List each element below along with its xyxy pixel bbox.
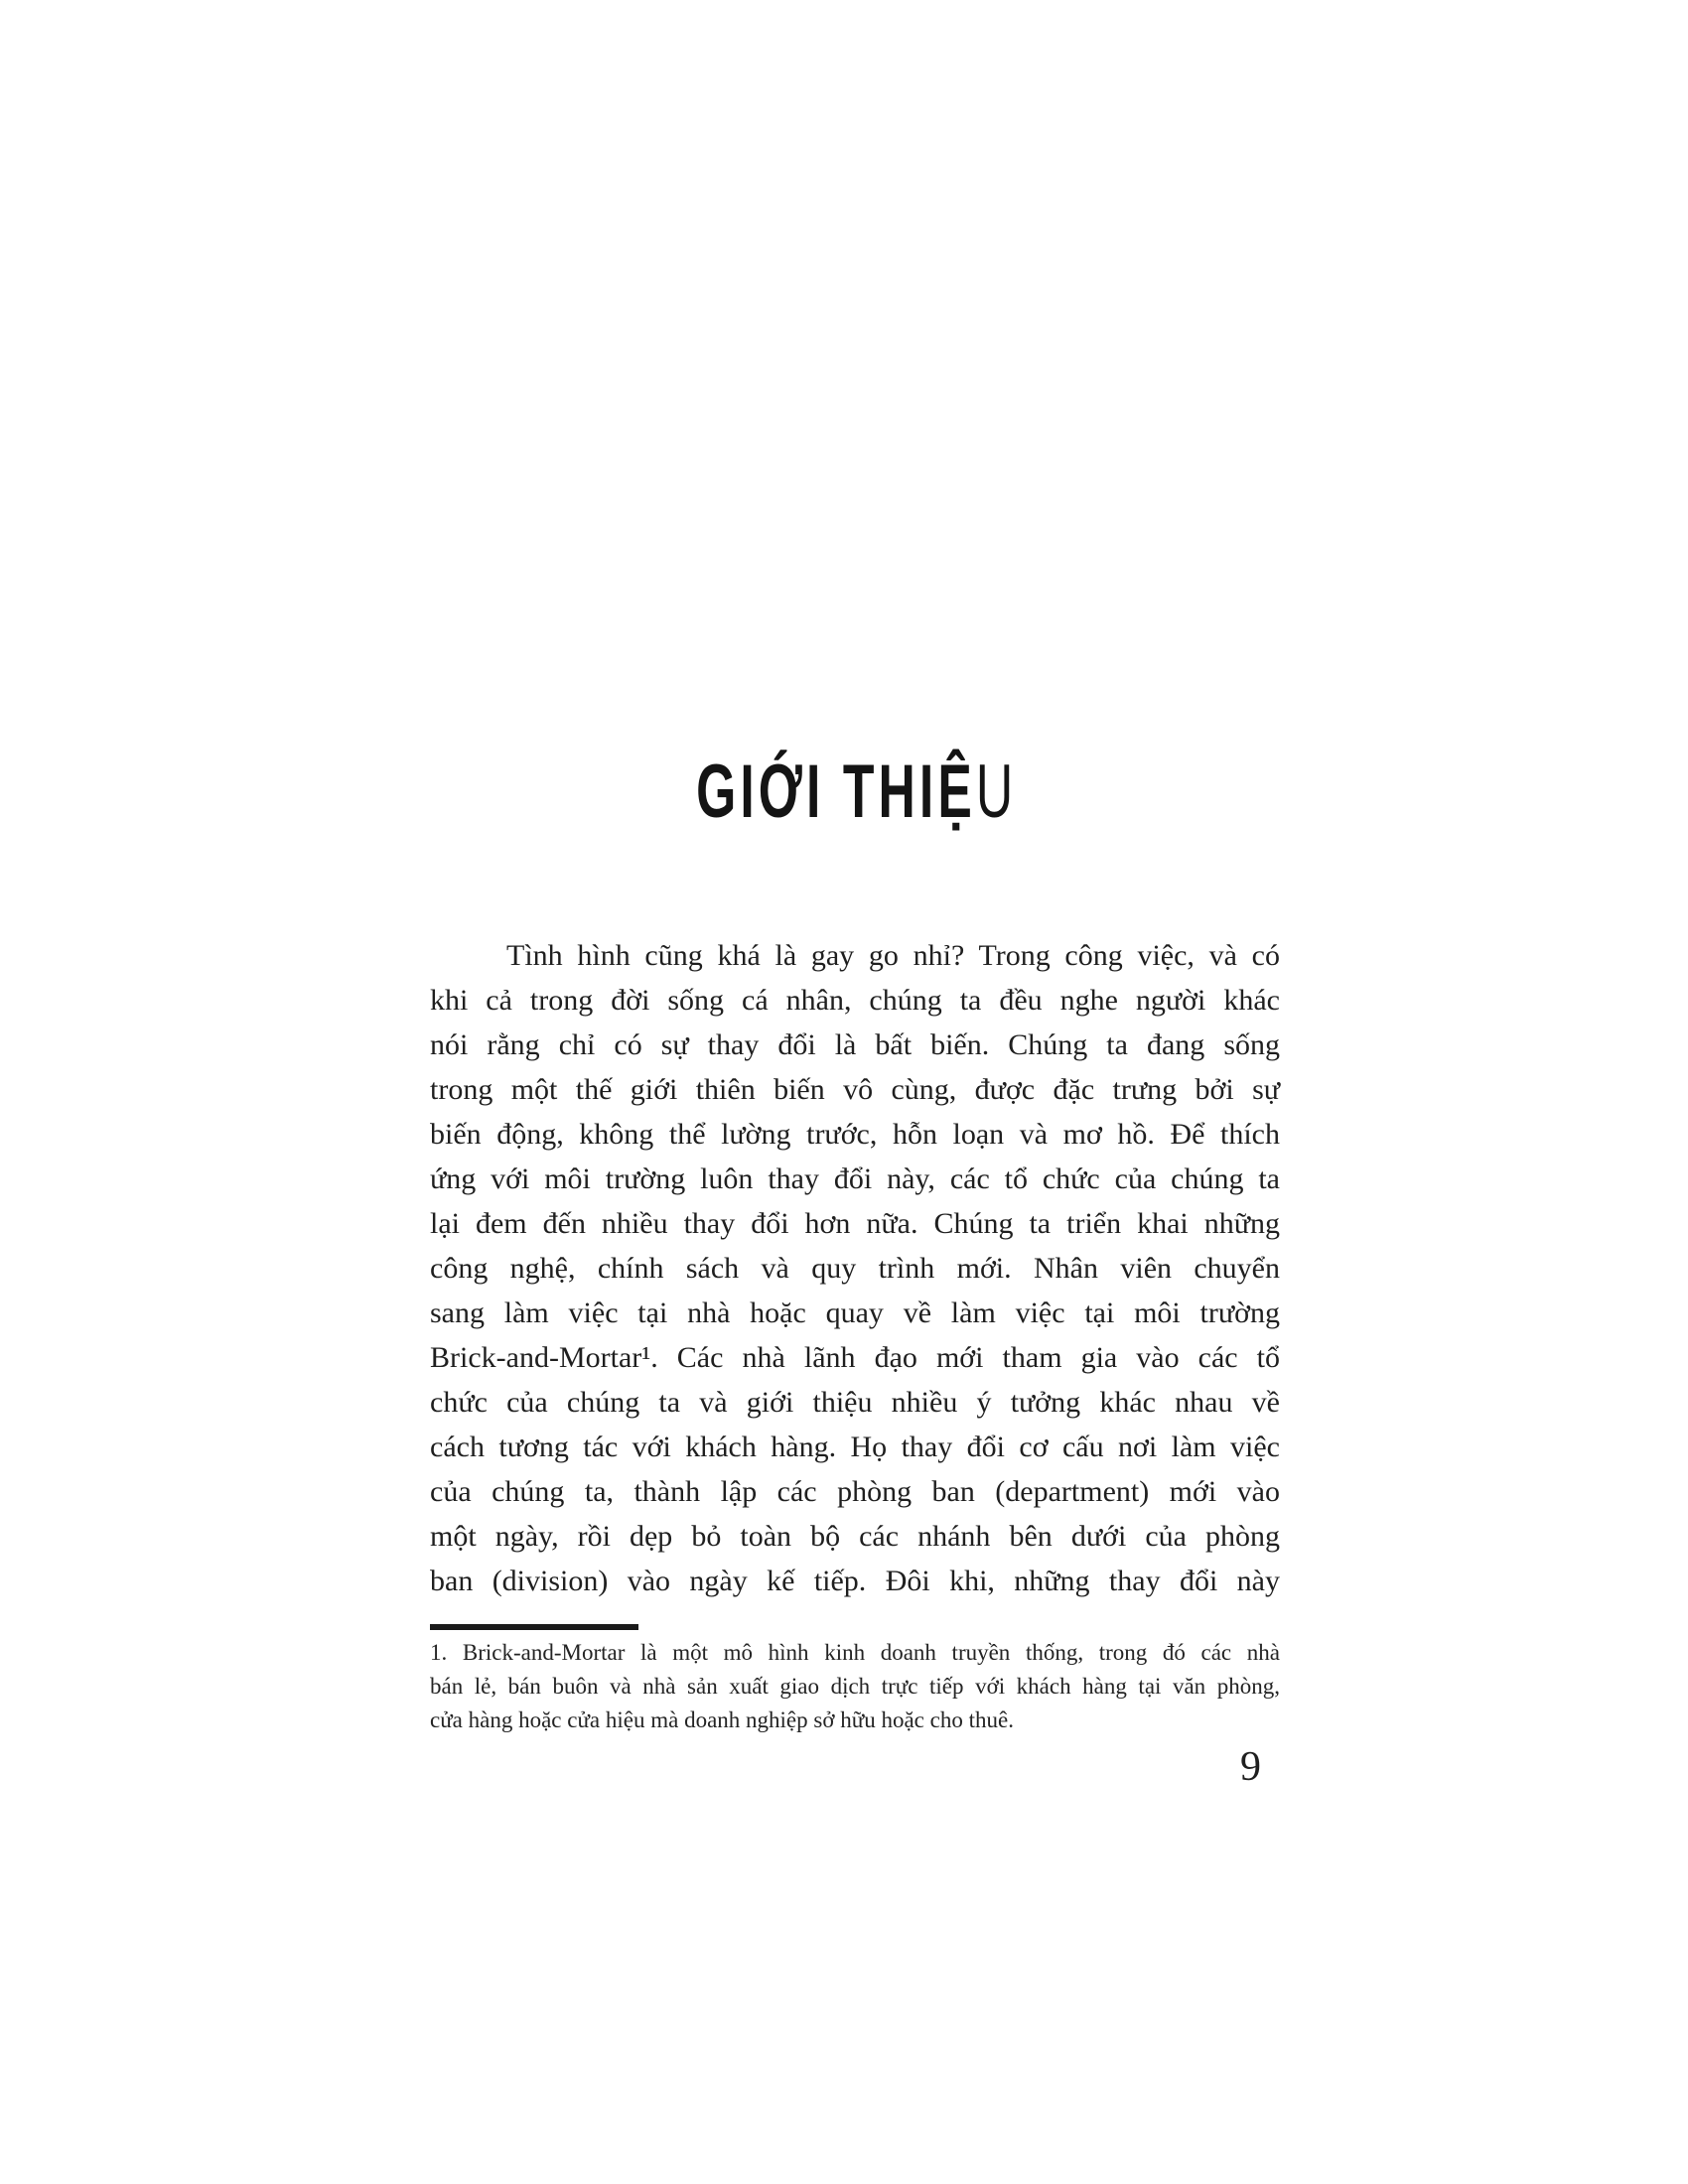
- footnote-divider: [430, 1624, 638, 1630]
- body-line: Tình hình cũng khá là gay go nhỉ? Trong công việc, và có: [506, 939, 1280, 972]
- body-line: nói rằng chỉ có sự thay đổi là bất biến. Chúng ta đang sống: [430, 1028, 1280, 1061]
- body-line: Brick-and-Mortar¹. Các nhà lãnh đạo mới tham gia vào các tổ: [430, 1341, 1280, 1374]
- chapter-title-text: GIỚI THIỆ: [696, 750, 977, 834]
- chapter-title-last-letter: U: [976, 750, 1014, 834]
- content-column: [430, 0, 1280, 2184]
- body-line: ứng với môi trường luôn thay đổi này, các tổ chức của chúng ta: [430, 1162, 1280, 1195]
- body-line: biến động, không thể lường trước, hỗn loạn và mơ hồ. Để thích: [430, 1118, 1280, 1151]
- body-line: một ngày, rồi dẹp bỏ toàn bộ các nhánh bên dưới của phòng: [430, 1520, 1280, 1553]
- body-line: khi cả trong đời sống cá nhân, chúng ta đều nghe người khác: [430, 984, 1280, 1017]
- body-line: sang làm việc tại nhà hoặc quay về làm việc tại môi trường: [430, 1297, 1280, 1329]
- body-line: trong một thế giới thiên biến vô cùng, được đặc trưng bởi sự: [430, 1073, 1280, 1106]
- body-line: công nghệ, chính sách và quy trình mới. Nhân viên chuyển: [430, 1252, 1280, 1285]
- footnote: [430, 1636, 1280, 1737]
- footnote-line: bán lẻ, bán buôn và nhà sản xuất giao dịch trực tiếp với khách hàng tại văn phòng,: [430, 1674, 1280, 1699]
- footnote-line: 1. Brick-and-Mortar là một mô hình kinh doanh truyền thống, trong đó các nhà: [430, 1640, 1280, 1665]
- body-line: chức của chúng ta và giới thiệu nhiều ý tưởng khác nhau về: [430, 1386, 1280, 1419]
- body-line: cách tương tác với khách hàng. Họ thay đổi cơ cấu nơi làm việc: [430, 1431, 1280, 1463]
- chapter-title: [430, 750, 1280, 834]
- body-line: lại đem đến nhiều thay đổi hơn nữa. Chúng ta triển khai những: [430, 1207, 1280, 1240]
- page-number: 9: [1240, 1744, 1261, 1790]
- body-line: ban (division) vào ngày kế tiếp. Đôi khi, những thay đổi này: [430, 1565, 1280, 1597]
- body-paragraph: [430, 933, 1280, 1603]
- body-line: của chúng ta, thành lập các phòng ban (department) mới vào: [430, 1475, 1280, 1508]
- footnote-line: cửa hàng hoặc cửa hiệu mà doanh nghiệp sở hữu hoặc cho thuê.: [430, 1707, 1014, 1732]
- chapter-title-inner: [696, 750, 1014, 834]
